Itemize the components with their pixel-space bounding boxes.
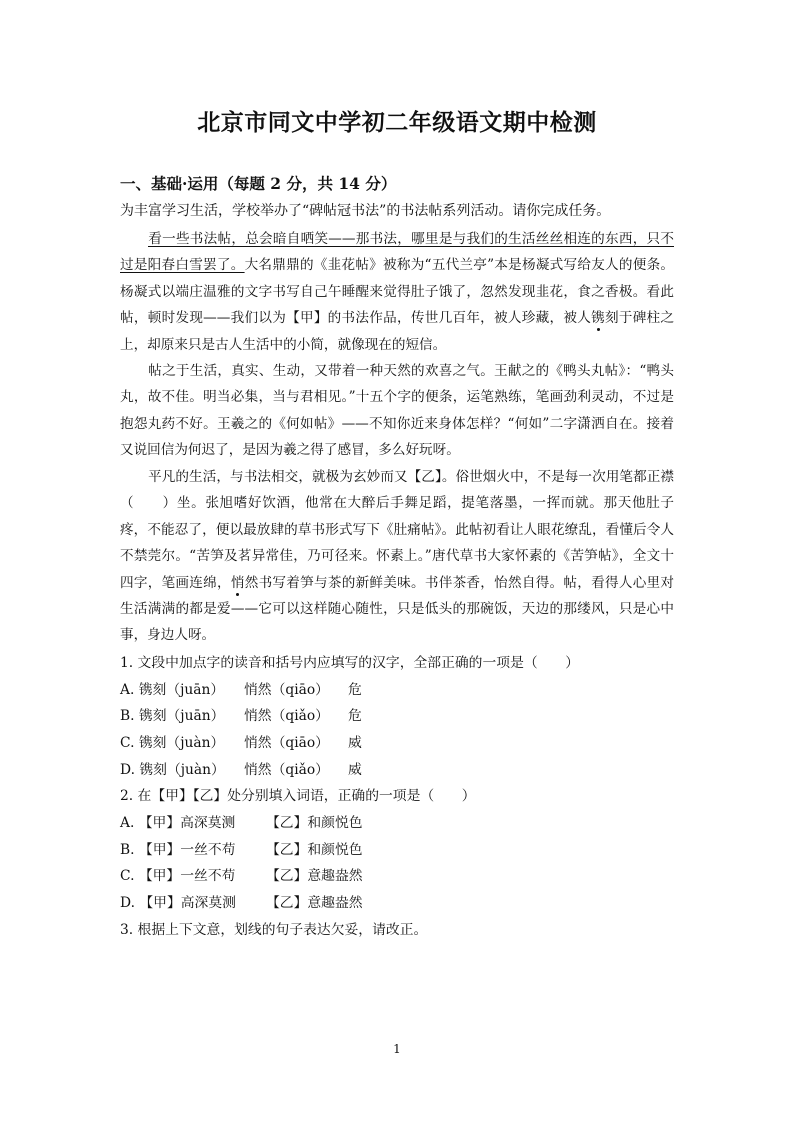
passage-text: 平凡的生活，与书法相交，就极为玄妙而又【乙】。俗世烟火中，不是每一次用笔都正襟（ ）坐。张旭嗜好饮酒，他常在大醉后手舞足蹈，提笔落墨，一挥而就。那天他肚子疼，不能忍了，便以最放肆的草书形式写下《肚痛帖》。此帖初看让人眼花缭乱，看懂后令人不禁莞尔。“苦笋及茗异常佳，乃可径来。怀素上。”唐代草书大家怀素的《苦笋帖》，全文十四字，笔画连绵， [120,469,674,591]
option-text: 威 [348,735,362,751]
option-label: D. [120,895,135,911]
question-3-stem: 3. 根据上下文意，划线的句子表达欠妥，请改正。 [120,922,428,938]
option-text: 威 [348,762,362,778]
underlined-sentence: 看一些书法帖，总会暗自哂笑——那书法，哪里是与我们的生活丝丝相连的东西，只不过是阳春白雪罢了。 [120,231,674,274]
option-text: 悄然（qiāo） [244,682,329,698]
option-text: 镌刻（juān） [138,708,225,724]
passage-paragraph-2 [120,358,674,464]
option-label: C. [120,735,135,751]
option-text: 【甲】一丝不苟 [138,842,236,858]
dotted-char: 悄 [230,574,245,591]
option-text: 【甲】高深莫测 [139,895,236,911]
passage-paragraph-1 [120,226,674,358]
option-text: 【甲】一丝不苟 [138,868,236,884]
question-2-option-b[interactable] [120,838,363,858]
option-text: 【乙】意趣盎然 [266,895,363,911]
question-1-option-b[interactable] [120,704,362,724]
question-2-option-c[interactable] [120,864,363,884]
option-text: 危 [348,682,362,698]
option-text: 【甲】高深莫测 [138,815,236,831]
passage-paragraph-3 [120,464,674,649]
option-label: A. [120,815,135,831]
question-1-stem: 1. 文段中加点字的读音和括号内应填写的汉字，全部正确的一项是（ ） [120,655,580,671]
option-text: 【乙】和颜悦色 [266,815,363,831]
question-2-option-d[interactable] [120,891,363,911]
option-text: 悄然（qiǎo） [244,762,329,778]
question-1-option-d[interactable] [120,758,362,778]
passage-text: 帖之于生活，真实、生动，又带着一种天然的欢喜之气。王献之的《鸭头丸帖》：“鸭头丸，故不佳。明当必集，当与君相见。”十五个字的便条，运笔熟练，笔画劲利灵动，不过是抱怨丸药不好。王羲之的《何如帖》——不知你近来身体怎样？“何如”二字潇洒自在。接着又说回信为何迟了，是因为羲之得了感冒，多么好玩呀。 [120,363,674,459]
question-2-stem: 2. 在【甲】【乙】处分别填入词语，正确的一项是（ ） [120,788,476,804]
option-text: 危 [348,708,362,724]
question-1-option-c[interactable] [120,731,362,751]
dotted-char: 镌 [591,310,605,327]
section-heading: 一、基础·运用（每题 2 分，共 14 分） [120,174,397,193]
page-number: 1 [393,1042,401,1056]
option-label: B. [120,842,135,858]
option-text: 镌刻（juàn） [138,735,225,751]
question-1-option-a[interactable] [120,678,362,698]
option-text: 镌刻（juàn） [139,762,225,778]
option-text: 悄然（qiāo） [244,735,329,751]
page-title: 北京市同文中学初二年级语文期中检测 [197,109,597,136]
passage-text: 然书写着笋与茶的新鲜美味。书伴茶香，怡然自得。帖，看得人心里对生活满满的都是爱——它可以这样随心随性，只是低头的那碗饭，天边的那缕风，只是心中事，身边人呀。 [120,574,675,644]
option-text: 【乙】和颜悦色 [266,842,363,858]
option-text: 【乙】意趣盎然 [266,868,363,884]
section-intro: 为丰富学习生活，学校举办了“碑帖冠书法”的书法帖系列活动。请你完成任务。 [120,203,611,219]
option-label: C. [120,868,135,884]
option-text: 悄然（qiǎo） [244,708,329,724]
passage-text: 大名鼎鼎的《韭花帖》被称为“五代兰亭”本是杨凝式写给友人的便条。杨凝式以端庄温雅的文字书写自己午睡醒来觉得肚子饿了，忽然发现韭花，食之香极。看此帖，顿时发现——我们以为【甲】的书法作品，传世几百年，被人珍藏，被人 [120,257,675,327]
option-label: B. [120,708,135,724]
option-label: D. [120,762,135,778]
option-label: A. [120,682,135,698]
question-2-option-a[interactable] [120,811,363,831]
passage-text: 刻于碑柱之上，却原来只是古人生活中的小简，就像现在的短信。 [120,310,675,353]
option-text: 镌刻（juān） [138,682,225,698]
